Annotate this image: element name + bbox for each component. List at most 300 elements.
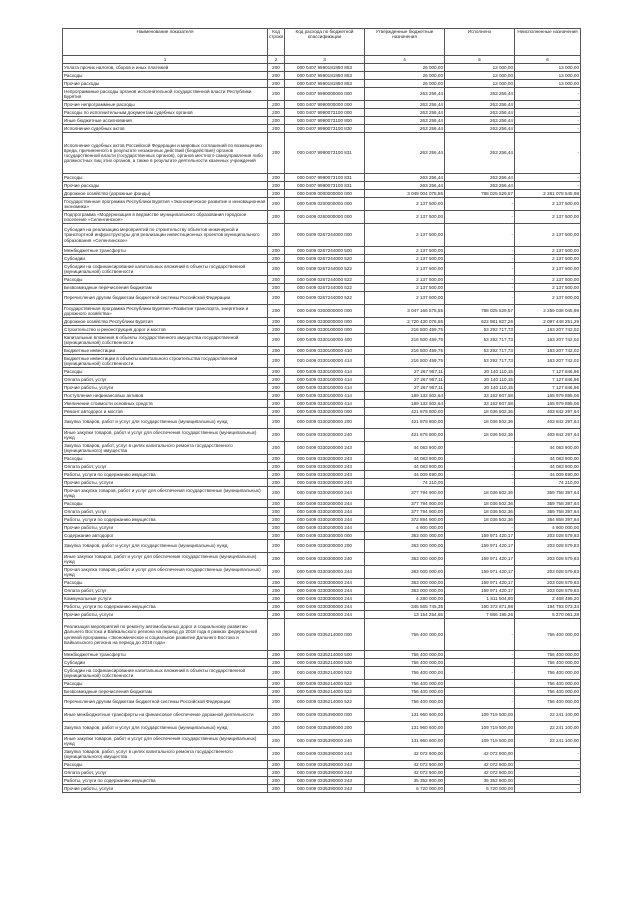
- executed-amount: 53 292 717,73: [445, 326, 515, 334]
- table-row: [63, 334, 581, 347]
- approved-amount: 263 256,44: [365, 109, 445, 117]
- table-row: [63, 579, 581, 587]
- table-row: [63, 680, 581, 688]
- header-executed: Исполнено: [445, 29, 515, 56]
- table-row: [63, 566, 581, 579]
- budget-code: 000 0409 0330300000 244: [285, 566, 365, 579]
- executed-amount: 1 811 504,80: [445, 595, 515, 603]
- unexecuted-amount: 203 028 579,83: [515, 579, 581, 587]
- indicator-name: Прочая закупка товаров, работ и услуг для обеспечения государственных (муниципальных) нужд: [63, 566, 268, 579]
- unexecuted-amount: 2 261 078 545,98: [515, 190, 581, 198]
- approved-amount: 26 000,00: [365, 64, 445, 72]
- budget-code: 000 0407 9990073100 800: [285, 117, 365, 125]
- approved-amount: 13 154 254,65: [365, 611, 445, 619]
- unexecuted-amount: 359 758 397,64: [515, 508, 581, 516]
- indicator-name: Ремонт автодорог и мостов: [63, 408, 268, 416]
- table-row: [63, 355, 581, 368]
- row-code: 200: [268, 540, 285, 553]
- approved-amount: 2 137 500,00: [365, 211, 445, 224]
- executed-amount: -: [445, 479, 515, 487]
- budget-code: 000 0409 0335214000 522: [285, 667, 365, 680]
- budget-code: 000 0409 0330300000 200: [285, 540, 365, 553]
- executed-amount: -: [445, 680, 515, 688]
- approved-amount: 44 083 900,00: [365, 442, 445, 455]
- unexecuted-amount: 44 083 900,00: [515, 442, 581, 455]
- executed-amount: -: [445, 247, 515, 255]
- table-row: [63, 368, 581, 376]
- unexecuted-amount: 7 127 846,96: [515, 368, 581, 376]
- unexecuted-amount: 4 900 000,00: [515, 524, 581, 532]
- header-unexecuted: Неисполненные назначения: [515, 29, 581, 56]
- indicator-name: Работы, услуги по содержанию имущества: [63, 516, 268, 524]
- budget-code: 000 0407 9990073100 000: [285, 109, 365, 117]
- indicator-name: Работы, услуги по содержанию имущества: [63, 777, 268, 785]
- approved-amount: 2 137 500,00: [365, 198, 445, 211]
- row-code: 200: [268, 125, 285, 133]
- row-code: 200: [268, 696, 285, 709]
- budget-code: 000 0409 0335390000 243: [285, 761, 365, 769]
- executed-amount: 33 152 607,58: [445, 392, 515, 400]
- approved-amount: 377 794 900,00: [365, 487, 445, 500]
- row-code: 200: [268, 64, 285, 72]
- executed-amount: -: [445, 276, 515, 284]
- executed-amount: -: [445, 463, 515, 471]
- row-code: 200: [268, 516, 285, 524]
- approved-amount: 216 500 459,75: [365, 334, 445, 347]
- budget-code: 000 0407 9990073100 831: [285, 182, 365, 190]
- unexecuted-amount: 2 137 500,00: [515, 292, 581, 305]
- table-row: [63, 487, 581, 500]
- table-body: [63, 64, 581, 793]
- budget-code: 000 0409 0267244000 500: [285, 247, 365, 255]
- column-number-row: [63, 56, 581, 64]
- table-row: [63, 540, 581, 553]
- budget-code: 000 0409 0335214000 522: [285, 688, 365, 696]
- row-code: 200: [268, 595, 285, 603]
- executed-amount: 159 971 420,17: [445, 532, 515, 540]
- indicator-name: Расходы: [63, 761, 268, 769]
- row-code: 200: [268, 133, 285, 174]
- row-code: 200: [268, 347, 285, 355]
- table-row: [63, 651, 581, 659]
- executed-amount: -: [445, 659, 515, 667]
- approved-amount: 44 083 900,00: [365, 455, 445, 463]
- table-row: [63, 117, 581, 125]
- budget-code: 000 0409 0330300000 244: [285, 579, 365, 587]
- budget-code: 000 0409 0267244000 000: [285, 224, 365, 247]
- table-row: [63, 667, 581, 680]
- budget-code: 000 0409 0335214000 522: [285, 680, 365, 688]
- budget-code: 000 0409 0330300000 244: [285, 595, 365, 603]
- row-code: 200: [268, 109, 285, 117]
- executed-amount: 159 971 420,17: [445, 566, 515, 579]
- row-code: 200: [268, 471, 285, 479]
- executed-amount: 33 152 607,58: [445, 400, 515, 408]
- row-code: 200: [268, 709, 285, 722]
- indicator-name: Государственная программа Республики Бурятия «Развитие транспорта, энергетики и дорожного хозяйства»: [63, 305, 268, 318]
- indicator-name: Работы, услуги по содержанию имущества: [63, 603, 268, 611]
- approved-amount: 26 000,00: [365, 80, 445, 88]
- indicator-name: Расходы: [63, 680, 268, 688]
- row-code: 200: [268, 455, 285, 463]
- unexecuted-amount: 203 028 579,83: [515, 587, 581, 595]
- row-code: 200: [268, 198, 285, 211]
- executed-amount: 159 971 420,17: [445, 587, 515, 595]
- table-row: [63, 471, 581, 479]
- indicator-name: Дорожное хозяйство (дорожные фонды): [63, 190, 268, 198]
- unexecuted-amount: 354 858 397,64: [515, 516, 581, 524]
- budget-code: 000 0409 0335390000 243: [285, 748, 365, 761]
- row-code: 200: [268, 416, 285, 429]
- budget-code: 000 0409 0335390000 240: [285, 735, 365, 748]
- budget-code: 000 0409 0335214000 520: [285, 659, 365, 667]
- indicator-name: Перечисления другим бюджетам бюджетной системы Российской Федерации: [63, 292, 268, 305]
- unexecuted-amount: 203 028 579,83: [515, 532, 581, 540]
- approved-amount: 263 256,44: [365, 133, 445, 174]
- approved-amount: 3 049 004 075,55: [365, 190, 445, 198]
- table-row: [63, 72, 581, 80]
- budget-code: 000 0409 0330100000 414: [285, 400, 365, 408]
- executed-amount: 53 292 717,73: [445, 355, 515, 368]
- row-code: 200: [268, 400, 285, 408]
- approved-amount: 2 137 500,00: [365, 292, 445, 305]
- approved-amount: 4 280 000,00: [365, 595, 445, 603]
- row-code: 200: [268, 722, 285, 735]
- executed-amount: -: [445, 263, 515, 276]
- table-row: [63, 595, 581, 603]
- row-code: 200: [268, 247, 285, 255]
- indicator-name: Оплата работ, услуг: [63, 587, 268, 595]
- indicator-name: Расходы: [63, 174, 268, 182]
- approved-amount: 363 000 000,00: [365, 540, 445, 553]
- approved-amount: 6 720 000,00: [365, 785, 445, 793]
- executed-amount: 42 072 900,00: [445, 748, 515, 761]
- unexecuted-amount: 44 083 900,00: [515, 455, 581, 463]
- indicator-name: Строительство и реконструкция дорог и мостов: [63, 326, 268, 334]
- unexecuted-amount: -: [515, 761, 581, 769]
- indicator-name: Перечисления другим бюджетам бюджетной системы Российской Федерации: [63, 696, 268, 709]
- executed-amount: 109 719 500,00: [445, 709, 515, 722]
- indicator-name: Оплата работ, услуг: [63, 376, 268, 384]
- row-code: 200: [268, 735, 285, 748]
- row-code: 200: [268, 211, 285, 224]
- table-row: [63, 198, 581, 211]
- budget-code: 000 0409 0330100000 414: [285, 355, 365, 368]
- row-code: 200: [268, 777, 285, 785]
- indicator-name: Субсидии: [63, 255, 268, 263]
- indicator-name: Закупка товаров, работ, услуг в целях капитального ремонта государственного (муниципального) имущества: [63, 748, 268, 761]
- approved-amount: 216 500 459,75: [365, 347, 445, 355]
- unexecuted-amount: 756 400 000,00: [515, 651, 581, 659]
- unexecuted-amount: -: [515, 174, 581, 182]
- row-code: 200: [268, 305, 285, 318]
- budget-code: 000 0409 0330300000 244: [285, 611, 365, 619]
- indicator-name: Прочие работы, услуги: [63, 479, 268, 487]
- row-code: 200: [268, 72, 285, 80]
- row-code: 200: [268, 785, 285, 793]
- header-budget-code: Код расхода по бюджетной классификации: [285, 29, 365, 56]
- executed-amount: -: [445, 211, 515, 224]
- table-row: [63, 88, 581, 101]
- approved-amount: 2 137 500,00: [365, 284, 445, 292]
- approved-amount: 44 009 690,00: [365, 471, 445, 479]
- budget-code: 000 0409 0000000000 000: [285, 190, 365, 198]
- executed-amount: 6 720 000,00: [445, 785, 515, 793]
- indicator-name: Капитальные вложения в объекты государственного имущества государственной (муниципальной) собственности: [63, 334, 268, 347]
- row-code: 200: [268, 376, 285, 384]
- budget-code: 000 0409 0335390000 000: [285, 709, 365, 722]
- budget-code: 000 0409 0335390000 243: [285, 785, 365, 793]
- header-approved: Утвержденные бюджетные назначения: [365, 29, 445, 56]
- budget-code: 000 0407 9990000000 000: [285, 101, 365, 109]
- budget-code: 000 0409 0300000000 000: [285, 305, 365, 318]
- unexecuted-amount: 163 207 742,02: [515, 355, 581, 368]
- executed-amount: 159 971 420,17: [445, 579, 515, 587]
- table-row: [63, 247, 581, 255]
- table-row: [63, 376, 581, 384]
- executed-amount: -: [445, 442, 515, 455]
- table-row: [63, 174, 581, 182]
- table-row: [63, 182, 581, 190]
- unexecuted-amount: 7 127 846,96: [515, 384, 581, 392]
- header-row-code: Код строки: [268, 29, 285, 56]
- unexecuted-amount: -: [515, 785, 581, 793]
- row-code: 200: [268, 174, 285, 182]
- indicator-name: Иные межбюджетные трансферты на финансовое обеспечение дорожной деятельности: [63, 709, 268, 722]
- row-code: 200: [268, 579, 285, 587]
- budget-code: 000 0409 0200000000 000: [285, 198, 365, 211]
- budget-execution-table: [62, 28, 581, 793]
- table-row: [63, 553, 581, 566]
- indicator-name: Расходы по исполнительным документам судебных органов: [63, 109, 268, 117]
- unexecuted-amount: 756 400 000,00: [515, 688, 581, 696]
- table-row: [63, 408, 581, 416]
- approved-amount: 4 900 000,00: [365, 524, 445, 532]
- unexecuted-amount: 22 241 100,00: [515, 709, 581, 722]
- indicator-name: Работы, услуги по содержанию имущества: [63, 471, 268, 479]
- executed-amount: 42 072 900,00: [445, 761, 515, 769]
- budget-code: 000 0409 0267244000 522: [285, 292, 365, 305]
- indicator-name: Расходы: [63, 579, 268, 587]
- table-row: [63, 735, 581, 748]
- unexecuted-amount: 403 842 297,64: [515, 416, 581, 429]
- unexecuted-amount: -: [515, 769, 581, 777]
- indicator-name: Реализация мероприятий по ремонту автомобильных дорог и социальному развитию Дальнего Востока и Байкальского региона на период до 2018 года в рамках федеральной целевой программы «Экономическое и социальное развитие Дальнего Востока и Байкальского региона на период до 2018 года»: [63, 619, 268, 651]
- approved-amount: 372 894 900,00: [365, 516, 445, 524]
- budget-code: 000 0409 0335390000 243: [285, 777, 365, 785]
- approved-amount: 363 000 000,00: [365, 587, 445, 595]
- col-number-3: 3: [285, 56, 365, 64]
- budget-code: 000 0409 0330300000 244: [285, 603, 365, 611]
- table-row: [63, 696, 581, 709]
- unexecuted-amount: 756 400 000,00: [515, 659, 581, 667]
- row-code: 200: [268, 553, 285, 566]
- approved-amount: 756 400 000,00: [365, 619, 445, 651]
- approved-amount: 363 000 000,00: [365, 566, 445, 579]
- row-code: 200: [268, 442, 285, 455]
- table-row: [63, 748, 581, 761]
- budget-code: 000 0409 0330000000 000: [285, 318, 365, 326]
- indicator-name: Расходы: [63, 500, 268, 508]
- unexecuted-amount: 756 400 000,00: [515, 680, 581, 688]
- indicator-name: Субсидии на софинансирование капитальных вложений в объекты государственной (муниципальной) собственности: [63, 667, 268, 680]
- table-row: [63, 211, 581, 224]
- indicator-name: Прочая закупка товаров, работ и услуг для обеспечения государственных (муниципальных) нужд: [63, 487, 268, 500]
- executed-amount: 13 000,00: [445, 80, 515, 88]
- executed-amount: 42 072 900,00: [445, 769, 515, 777]
- unexecuted-amount: -: [515, 101, 581, 109]
- executed-amount: 53 292 717,73: [445, 347, 515, 355]
- approved-amount: 27 267 957,11: [365, 384, 445, 392]
- table-row: [63, 292, 581, 305]
- report-page: [62, 28, 580, 793]
- indicator-name: Прочие работы, услуги: [63, 611, 268, 619]
- indicator-name: Уплата прочих налогов, сборов и иных платежей: [63, 64, 268, 72]
- budget-code: 000 0409 0330200000 200: [285, 416, 365, 429]
- approved-amount: 263 256,44: [365, 182, 445, 190]
- approved-amount: 756 400 000,00: [365, 688, 445, 696]
- indicator-name: Подпрограмма «Модернизация в ведомстве муниципального образования городское поселение «Селенгинское»: [63, 211, 268, 224]
- table-row: [63, 318, 581, 326]
- unexecuted-amount: 2 137 500,00: [515, 198, 581, 211]
- row-code: 200: [268, 263, 285, 276]
- unexecuted-amount: -: [515, 777, 581, 785]
- table-row: [63, 190, 581, 198]
- approved-amount: 263 256,44: [365, 88, 445, 101]
- approved-amount: 756 400 000,00: [365, 659, 445, 667]
- table-row: [63, 619, 581, 651]
- budget-code: 000 0409 0330200000 244: [285, 508, 365, 516]
- approved-amount: 263 256,44: [365, 101, 445, 109]
- approved-amount: 74 210,00: [365, 479, 445, 487]
- executed-amount: 13 000,00: [445, 64, 515, 72]
- budget-code: 000 0407 9590181850 853: [285, 72, 365, 80]
- table-row: [63, 688, 581, 696]
- indicator-name: Содержание автодорог: [63, 532, 268, 540]
- table-row: [63, 709, 581, 722]
- executed-amount: 109 719 500,00: [445, 722, 515, 735]
- unexecuted-amount: -: [515, 117, 581, 125]
- executed-amount: 35 352 900,00: [445, 777, 515, 785]
- approved-amount: 363 000 000,00: [365, 579, 445, 587]
- unexecuted-amount: 359 758 397,64: [515, 500, 581, 508]
- executed-amount: 159 971 420,17: [445, 540, 515, 553]
- indicator-name: Межбюджетные трансферты: [63, 651, 268, 659]
- approved-amount: 345 565 745,35: [365, 603, 445, 611]
- unexecuted-amount: 163 207 742,02: [515, 326, 581, 334]
- approved-amount: 189 132 502,64: [365, 392, 445, 400]
- executed-amount: -: [445, 619, 515, 651]
- budget-code: 000 0409 0260000000 000: [285, 211, 365, 224]
- table-row: [63, 416, 581, 429]
- row-code: 200: [268, 566, 285, 579]
- executed-amount: 18 036 502,36: [445, 508, 515, 516]
- row-code: 200: [268, 326, 285, 334]
- table-row: [63, 722, 581, 735]
- indicator-name: Межбюджетные трансферты: [63, 247, 268, 255]
- row-code: 200: [268, 479, 285, 487]
- table-row: [63, 101, 581, 109]
- unexecuted-amount: 203 028 579,83: [515, 566, 581, 579]
- row-code: 200: [268, 611, 285, 619]
- approved-amount: 377 794 900,00: [365, 508, 445, 516]
- budget-code: 000 0407 9990073100 830: [285, 125, 365, 133]
- indicator-name: Иные закупки товаров, работ и услуг для обеспечения государственных (муниципальных) нужд: [63, 553, 268, 566]
- approved-amount: 363 000 000,00: [365, 553, 445, 566]
- budget-code: 000 0409 0330100000 000: [285, 326, 365, 334]
- budget-code: 000 0409 0330200000 244: [285, 500, 365, 508]
- budget-code: 000 0409 0330200000 244: [285, 516, 365, 524]
- approved-amount: 27 267 957,11: [365, 368, 445, 376]
- executed-amount: 263 256,44: [445, 133, 515, 174]
- budget-code: 000 0409 0335390000 243: [285, 769, 365, 777]
- table-row: [63, 479, 581, 487]
- approved-amount: 377 794 900,00: [365, 500, 445, 508]
- unexecuted-amount: 2 137 500,00: [515, 263, 581, 276]
- executed-amount: 788 025 529,57: [445, 305, 515, 318]
- row-code: 200: [268, 524, 285, 532]
- unexecuted-amount: -: [515, 748, 581, 761]
- approved-amount: 26 000,00: [365, 72, 445, 80]
- indicator-name: Иные закупки товаров, работ и услуг для обеспечения государственных (муниципальных) нужд: [63, 735, 268, 748]
- unexecuted-amount: 756 400 000,00: [515, 696, 581, 709]
- col-number-4: 4: [365, 56, 445, 64]
- indicator-name: Оплата работ, услуг: [63, 769, 268, 777]
- unexecuted-amount: 756 400 000,00: [515, 667, 581, 680]
- unexecuted-amount: 2 137 500,00: [515, 255, 581, 263]
- indicator-name: Иные бюджетные ассигнования: [63, 117, 268, 125]
- executed-amount: -: [445, 667, 515, 680]
- budget-code: 000 0409 0330300000 240: [285, 553, 365, 566]
- indicator-name: Бюджетные инвестиции: [63, 347, 268, 355]
- table-row: [63, 64, 581, 72]
- executed-amount: -: [445, 688, 515, 696]
- unexecuted-amount: 2 259 038 045,98: [515, 305, 581, 318]
- executed-amount: 18 036 502,36: [445, 500, 515, 508]
- indicator-name: Безвозмездные перечисления бюджетам: [63, 688, 268, 696]
- unexecuted-amount: 2 468 495,20: [515, 595, 581, 603]
- indicator-name: Коммунальные услуги: [63, 595, 268, 603]
- approved-amount: 2 720 430 076,55: [365, 318, 445, 326]
- row-code: 200: [268, 384, 285, 392]
- budget-code: 000 0407 9990073100 831: [285, 133, 365, 174]
- col-number-5: 5: [445, 56, 515, 64]
- indicator-name: Дорожное хозяйство Республики Бурятия: [63, 318, 268, 326]
- table-row: [63, 284, 581, 292]
- executed-amount: 18 036 502,36: [445, 429, 515, 442]
- approved-amount: 2 137 500,00: [365, 247, 445, 255]
- unexecuted-amount: 2 137 500,00: [515, 284, 581, 292]
- approved-amount: 263 256,44: [365, 125, 445, 133]
- unexecuted-amount: 359 758 397,64: [515, 487, 581, 500]
- unexecuted-amount: 13 000,00: [515, 80, 581, 88]
- approved-amount: 216 500 459,75: [365, 355, 445, 368]
- table-row: [63, 276, 581, 284]
- budget-code: 000 0409 0335214000 522: [285, 696, 365, 709]
- table-row: [63, 659, 581, 667]
- row-code: 200: [268, 748, 285, 761]
- indicator-name: Бюджетные инвестиции в объекты капитального строительства государственной (муниципальной) собственности: [63, 355, 268, 368]
- indicator-name: Прочие непрограммные расходы: [63, 101, 268, 109]
- unexecuted-amount: 2 137 500,00: [515, 224, 581, 247]
- table-row: [63, 224, 581, 247]
- row-code: 200: [268, 284, 285, 292]
- unexecuted-amount: 155 979 895,06: [515, 392, 581, 400]
- indicator-name: Прочие расходы: [63, 80, 268, 88]
- table-row: [63, 80, 581, 88]
- row-code: 200: [268, 80, 285, 88]
- unexecuted-amount: 203 028 579,83: [515, 540, 581, 553]
